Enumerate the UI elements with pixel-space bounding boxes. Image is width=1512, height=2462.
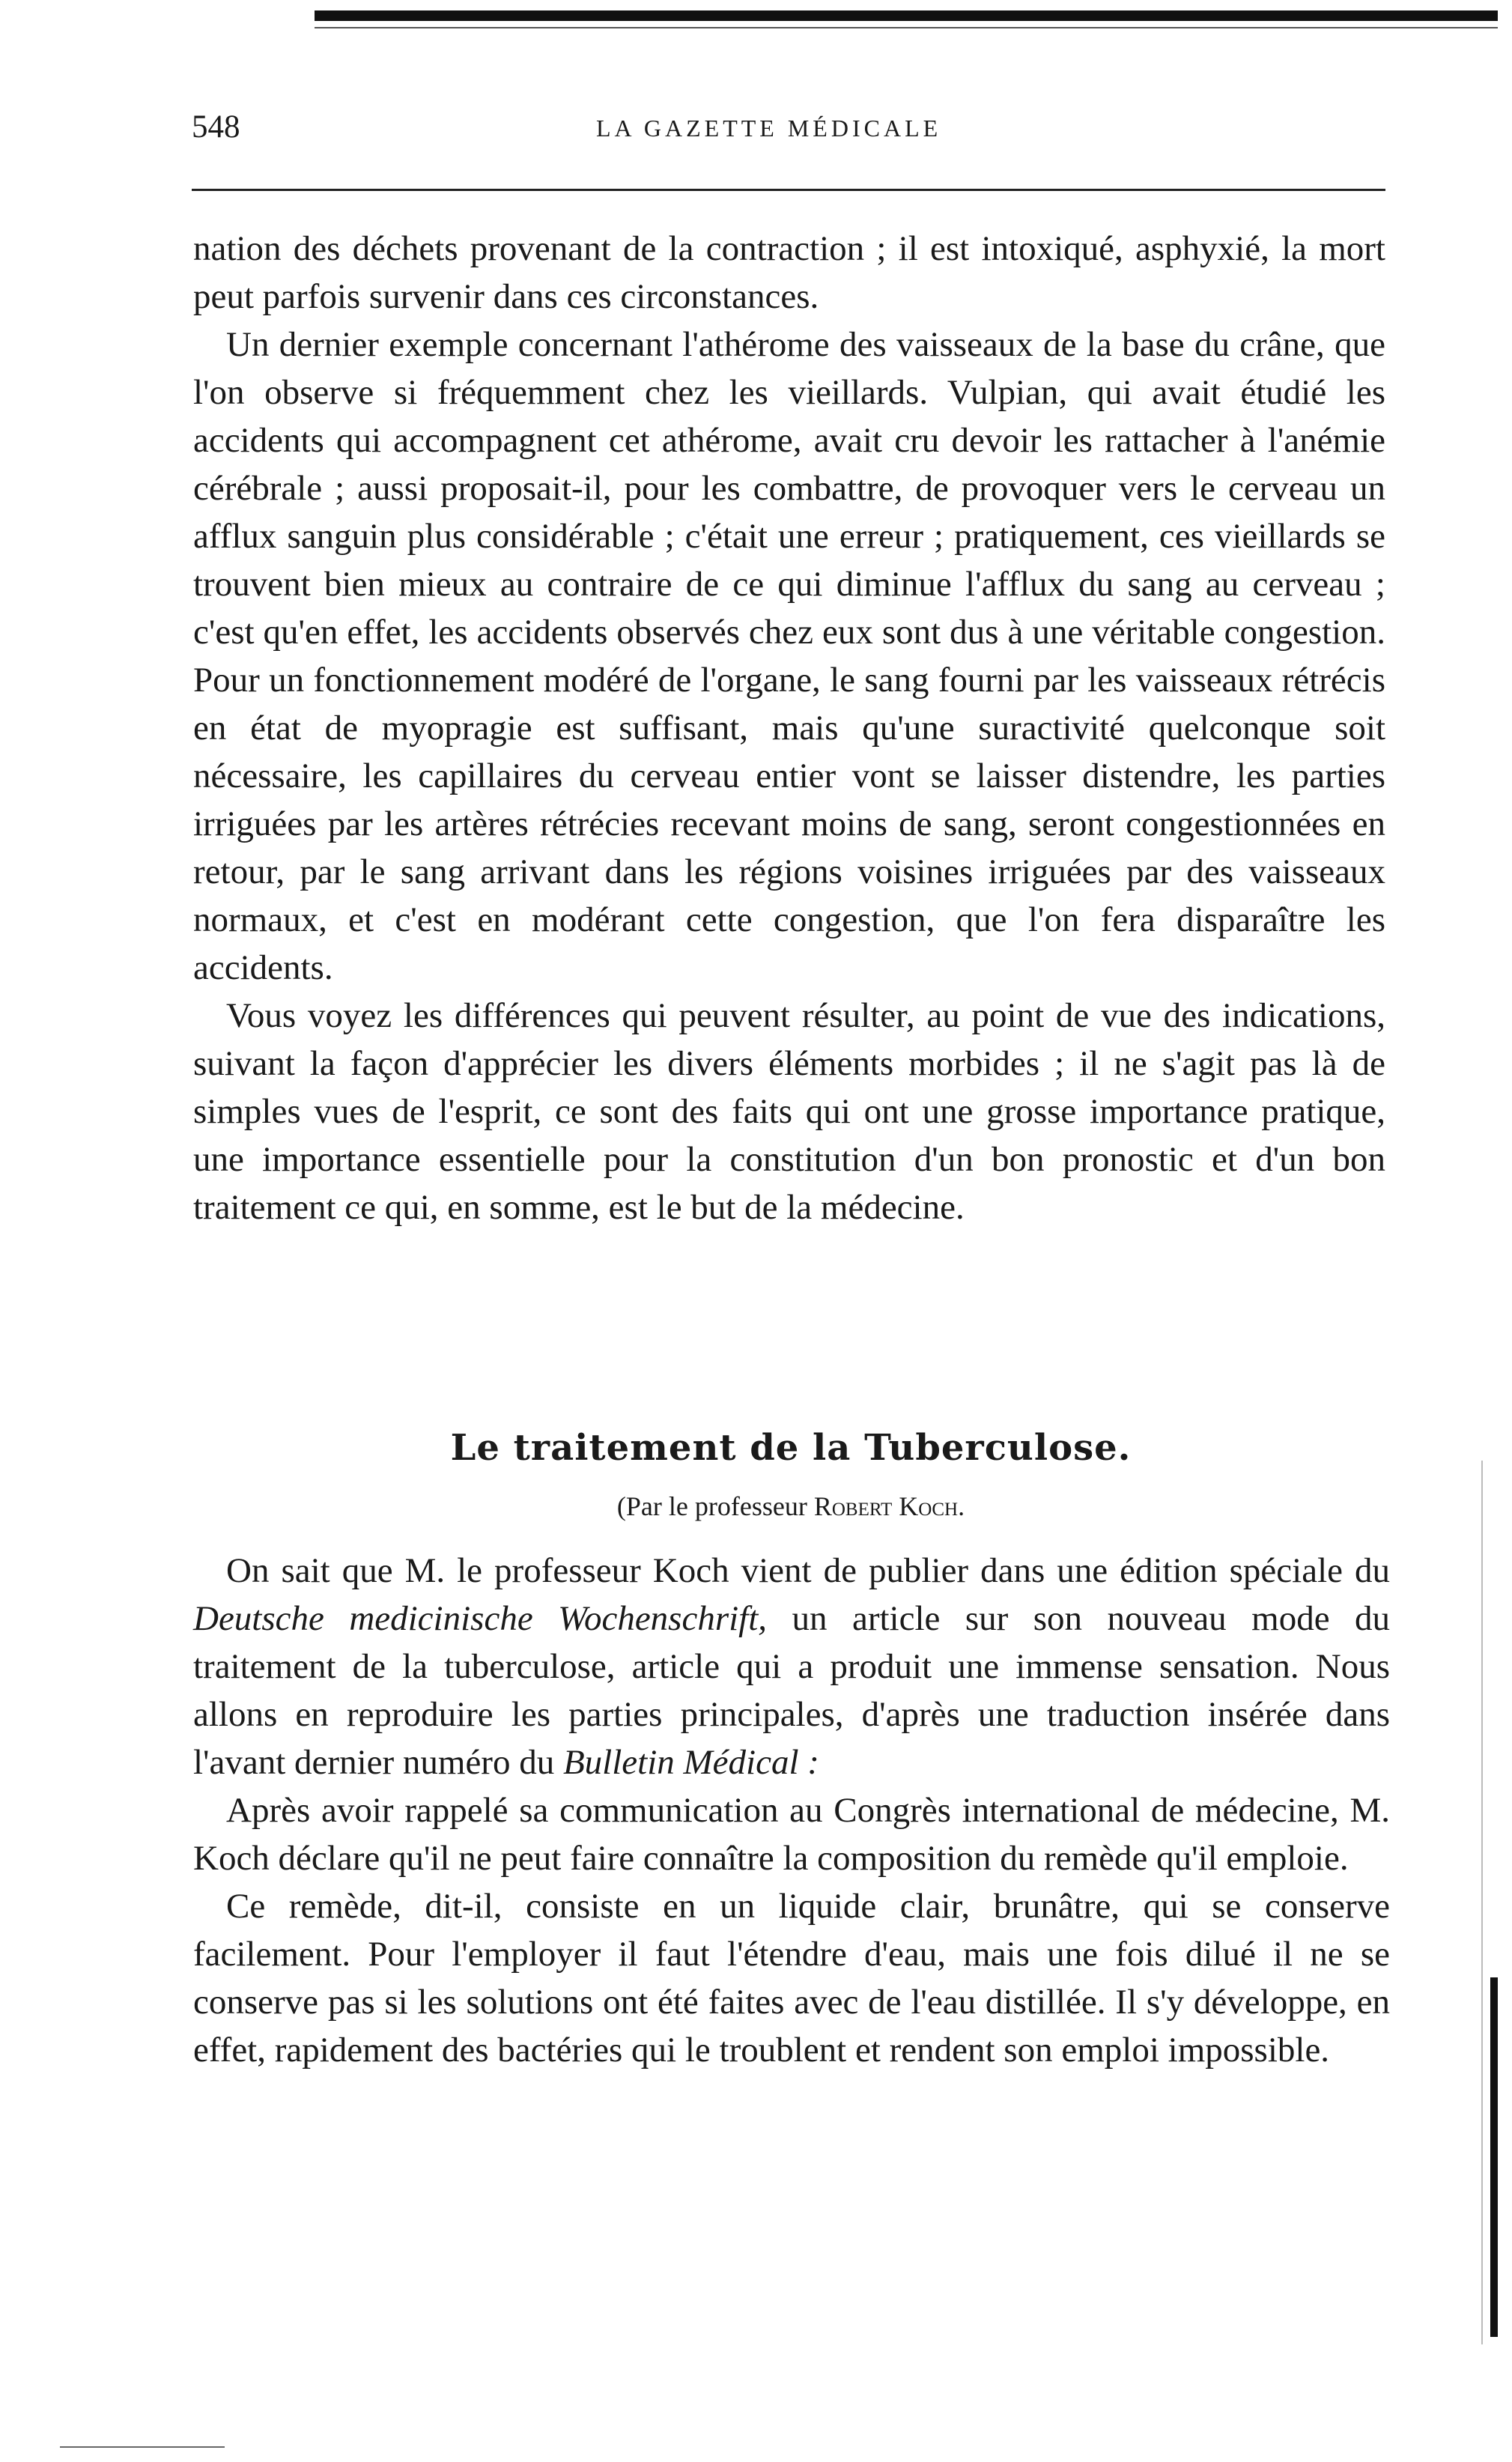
page-number: 548 [192,109,240,145]
new-article [193,1547,1390,2074]
right-edge-bar [1490,1977,1498,2337]
paragraph: Vous voyez les différences qui peuvent résulter, au point de vue des indications, suivant la façon d'apprécier les divers éléments morbides ; il ne s'agit pas là de simples vues de l'esprit, ce sont des faits qui ont une grosse importance pratique, une importance essentielle pour la constitution d'un bon pronostic et d'un bon traitement ce qui, en somme, est le but de la médecine. [193,996,1385,1227]
article-continuation [193,225,1385,1231]
page-header [192,109,1390,154]
paragraph: Après avoir rappelé sa communication au Congrès international de médecine, M. Koch déclare qu'il ne peut faire connaître la composition du remède qu'il emploie. [193,1791,1390,1878]
section-heading: Le traitement de la Tuberculose. [450,1427,1132,1469]
byline [192,1491,1390,1522]
header-rule [192,189,1385,191]
paragraph: nation des déchets provenant de la contraction ; il est intoxiqué, asphyxié, la mort peut parfois survenir dans ces circonstances. [193,229,1385,316]
top-edge-thin-rule [315,27,1498,28]
byline-prefix: (Par le professeur [616,1491,814,1521]
paragraph [193,1547,1390,1786]
byline-author: Robert Koch. [813,1491,965,1521]
journal-title: Deutsche medicinische Wochenschrift, [193,1599,768,1638]
paragraph: Ce remède, dit-il, consiste en un liquide clair, brunâtre, qui se conserve facilement. Pour l'employer il faut l'étendre d'eau, mais une fois dilué il ne se conserve pas si les solutions ont été faites avec de l'eau distillée. Il s'y développe, en effet, rapidement des bactéries qui le troublent et rendent son emploi impossible. [193,1887,1390,2070]
paragraph-text: un article sur son nouveau mode du traitement de la tuberculose, article qui a produit une immense sensation. Nous allons en reproduire les parties principales, d'après une traduction insérée dans l'avant dernier numéro du [193,1599,1391,1782]
right-edge-thin-line [1481,1461,1483,2344]
bottom-edge-dash [60,2446,225,2448]
bulletin-title: Bulletin Médical : [562,1743,819,1782]
running-title: LA GAZETTE MÉDICALE [596,115,942,142]
top-edge-rule [315,10,1498,21]
paragraph-text: On sait que M. le professeur Koch vient de publier dans une édition spéciale du [226,1551,1390,1590]
paragraph: Un dernier exemple concernant l'athérome des vaisseaux de la base du crâne, que l'on observe si fréquemment chez les vieillards. Vulpian, qui avait étudié les accidents qui accompagnent cet athérome, avait cru devoir les rattacher à l'anémie cérébrale ; aussi proposait-il, pour les combattre, de provoquer vers le cerveau un afflux sanguin plus considérable ; c'était une erreur ; pratiquement, ces vieillards se trouvent bien mieux au contraire de ce qui diminue l'afflux du sang au cerveau ; c'est qu'en effet, les accidents observés chez eux sont dus à une véritable congestion. Pour un fonctionnement modéré de l'organe, le sang fourni par les vaisseaux rétrécis en état de myopragie est suffisant, mais qu'une suractivité quelconque soit nécessaire, les capillaires du cerveau entier vont se laisser distendre, les parties irriguées par les artères rétrécies recevant moins de sang, seront congestionnées en retour, par le sang arrivant dans les régions voisines irriguées par des vaisseaux normaux, et c'est en modérant cette congestion, que l'on fera disparaître les accidents. [193,325,1385,987]
